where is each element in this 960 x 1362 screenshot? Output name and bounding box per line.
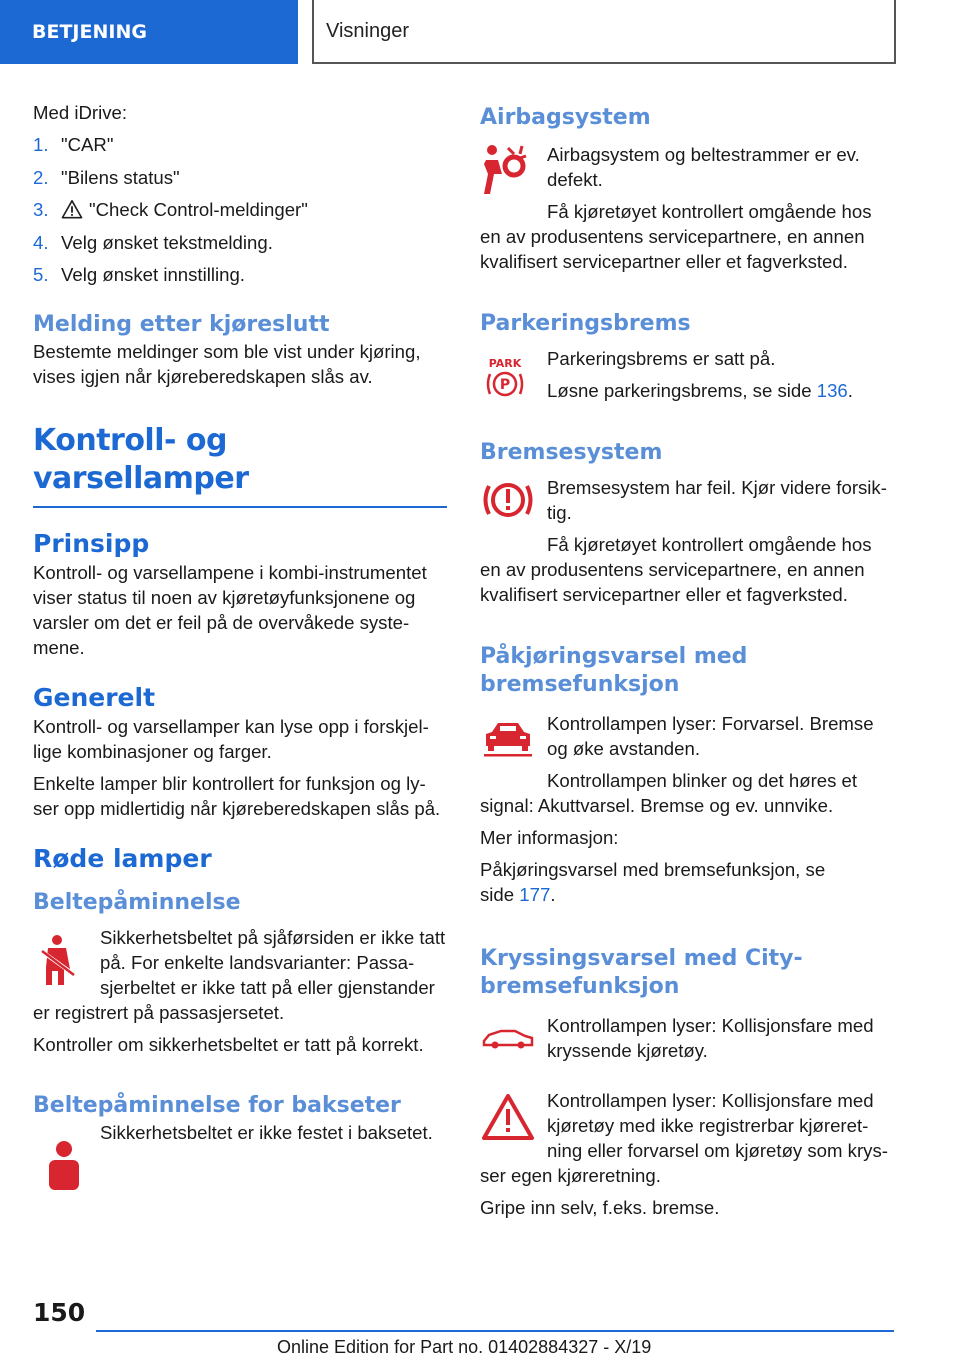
brems-text-2a: Få kjøretøyet kontrollert omgående hos [547,534,872,555]
list-item: 5. Velg ønsket innstilling. [33,264,245,285]
generelt-heading: Generelt [33,682,156,712]
beltepaminnelse-heading: Beltepåminnelse [33,889,241,915]
kryssing-text-2b: ser egen kjøreretning. [480,1165,661,1186]
kryssing-text-1: Kontrollampen lyser: Kollisjonsfare med kryssende kjøretøy. [547,1015,874,1061]
list-item: 4. Velg ønsket tekstmelding. [33,231,273,253]
main-heading: Kontroll- og varsellamper [33,422,447,508]
footer-divider [96,1330,894,1332]
park-heading: Parkeringsbrems [480,311,691,336]
idrive-intro: Med iDrive: [33,102,128,123]
prinsipp-heading: Prinsipp [33,528,150,558]
pakjoring-text-4: Påkjøringsvarsel med bremsefunksjon, se side 177. [480,859,826,905]
generelt-text-2: Enkelte lamper blir kontrollert for funksjon og ly-ser opp midlertidig når kjøreberedskapen slås på. [33,772,441,819]
airbag-icon-wrap [480,144,530,194]
list-item: 1. "CAR" [33,134,114,155]
warning-triangle-icon [61,199,83,219]
park-text-1: Parkeringsbrems er satt på. [547,348,776,369]
rear-seatbelt-item [33,1120,447,1145]
idrive-steps [33,132,447,295]
airbag-text-1: Airbagsystem og beltestrammer er ev. defekt. [547,144,860,190]
page-link-136[interactable]: 136 [816,380,848,401]
kryssing-heading: Kryssingsvarsel med City-bremsefunksjon [480,946,803,999]
melding-heading: Melding etter kjøreslutt [33,311,330,337]
brems-text-1: Bremsesystem har feil. Kjør videre forsik-tig. [547,477,887,523]
kryssing-text-3: Gripe inn selv, f.eks. bremse. [480,1197,720,1218]
seatbelt-icon [33,935,83,985]
section-tab [0,0,298,64]
airbag-heading: Airbagsystem [480,105,651,130]
cross-traffic-icon-wrap [480,1013,536,1063]
kryssing-item [480,1013,894,1063]
seatbelt-text-1: Sikkerhetsbeltet på sjåførsiden er ikke tatt på. For enkelte landsvarianter: Passa-sjerbeltet er ikke tatt på eller gjenstander [100,926,446,998]
chapter-title: Visninger [326,19,410,42]
cross-traffic-car-icon [481,1023,535,1053]
brems-text-2b: en av produsentens servicepartnere, en annen kvalifisert servicepartner eller et fagverksted. [480,559,865,605]
melding-text: Bestemte meldinger som ble vist under kjøring, vises igjen når kjøreberedskapen slås av. [33,340,421,387]
seatbelt-text-1b: er registrert på passasjersetet. [33,1001,285,1023]
generelt-text-1: Kontroll- og varsellamper kan lyse opp i forskjel-lige kombinasjoner og farger. [33,715,429,762]
pakjoring-text-2b: signal: Akuttvarsel. Bremse og ev. unnvike. [480,795,834,816]
pakjoring-text-1: Kontrollampen lyser: Forvarsel. Bremse og øke avstanden. [547,713,874,759]
parking-brake-icon [482,354,528,400]
prinsipp-text: Kontroll- og varsellampene i kombi-instrumentet viser status til noen av kjøretøyfunksjonene og varsler om det er feil på de overvåkede syste-mene. [33,561,427,658]
brems-heading: Bremsesystem [480,440,663,465]
airbag-item [480,142,894,274]
left-column [33,100,447,1145]
airbag-text-2b: en av produsentens servicepartnere, en annen kvalifisert servicepartner eller et fagverksted. [480,226,865,272]
warning-icon-wrap [480,1092,536,1142]
list-item: 2. "Bilens status" [33,166,180,188]
park-item [480,346,894,403]
chapter-header [312,0,896,64]
brake-system-icon [480,475,536,525]
pakjoring-text-3: Mer informasjon: [480,827,619,848]
airbag-text-2a: Få kjøretøyet kontrollert omgående hos [547,201,872,222]
airbag-icon [480,142,530,196]
section-label: BETJENING [32,21,147,43]
kryssing-text-2a: Kontrollampen lyser: Kollisjonsfare med kjøretøy med ikke registrerbar kjøreret-ning eller forvarsel om kjøretøy som krys- [547,1090,888,1161]
page-number: 150 [33,1298,86,1327]
rear-seatbelt-text: Sikkerhetsbeltet er ikke festet i baksetet. [100,1121,433,1143]
seatbelt-warning-icon [36,933,80,987]
list-item: 3. "Check Control-meldinger" [33,199,308,220]
rode-lamper-heading: Røde lamper [33,843,212,873]
svg-text:P: P [499,377,511,393]
park-text-2: Løsne parkeringsbrems, se side 136. [547,380,853,401]
seatbelt-item [33,925,447,1057]
brake-icon-wrap [480,475,536,525]
collision-icon-wrap [480,713,536,763]
brems-item [480,475,894,607]
park-icon-wrap [480,352,530,402]
seatbelt-text-2: Kontroller om sikkerhetsbeltet er tatt på korrekt. [33,1033,424,1055]
pakjoring-item [480,711,894,907]
page-link-177[interactable]: 177 [519,884,551,905]
bakseter-heading: Beltepåminnelse for bakseter [33,1092,401,1118]
collision-warning-car-icon [482,718,534,758]
footer-edition: Online Edition for Part no. 01402884327 - X/19 [277,1337,652,1357]
rear-seat-icon [39,1140,89,1190]
pakjoring-text-2a: Kontrollampen blinker og det høres et [547,770,858,791]
right-column [480,100,894,1220]
pakjoring-heading: Påkjøringsvarsel med bremsefunksjon [480,644,748,697]
rear-passenger-icon [46,1139,82,1191]
park-icon-label: PARK [488,357,522,370]
kryssing-item-2 [480,1088,894,1220]
warning-triangle-red-icon [481,1093,535,1141]
